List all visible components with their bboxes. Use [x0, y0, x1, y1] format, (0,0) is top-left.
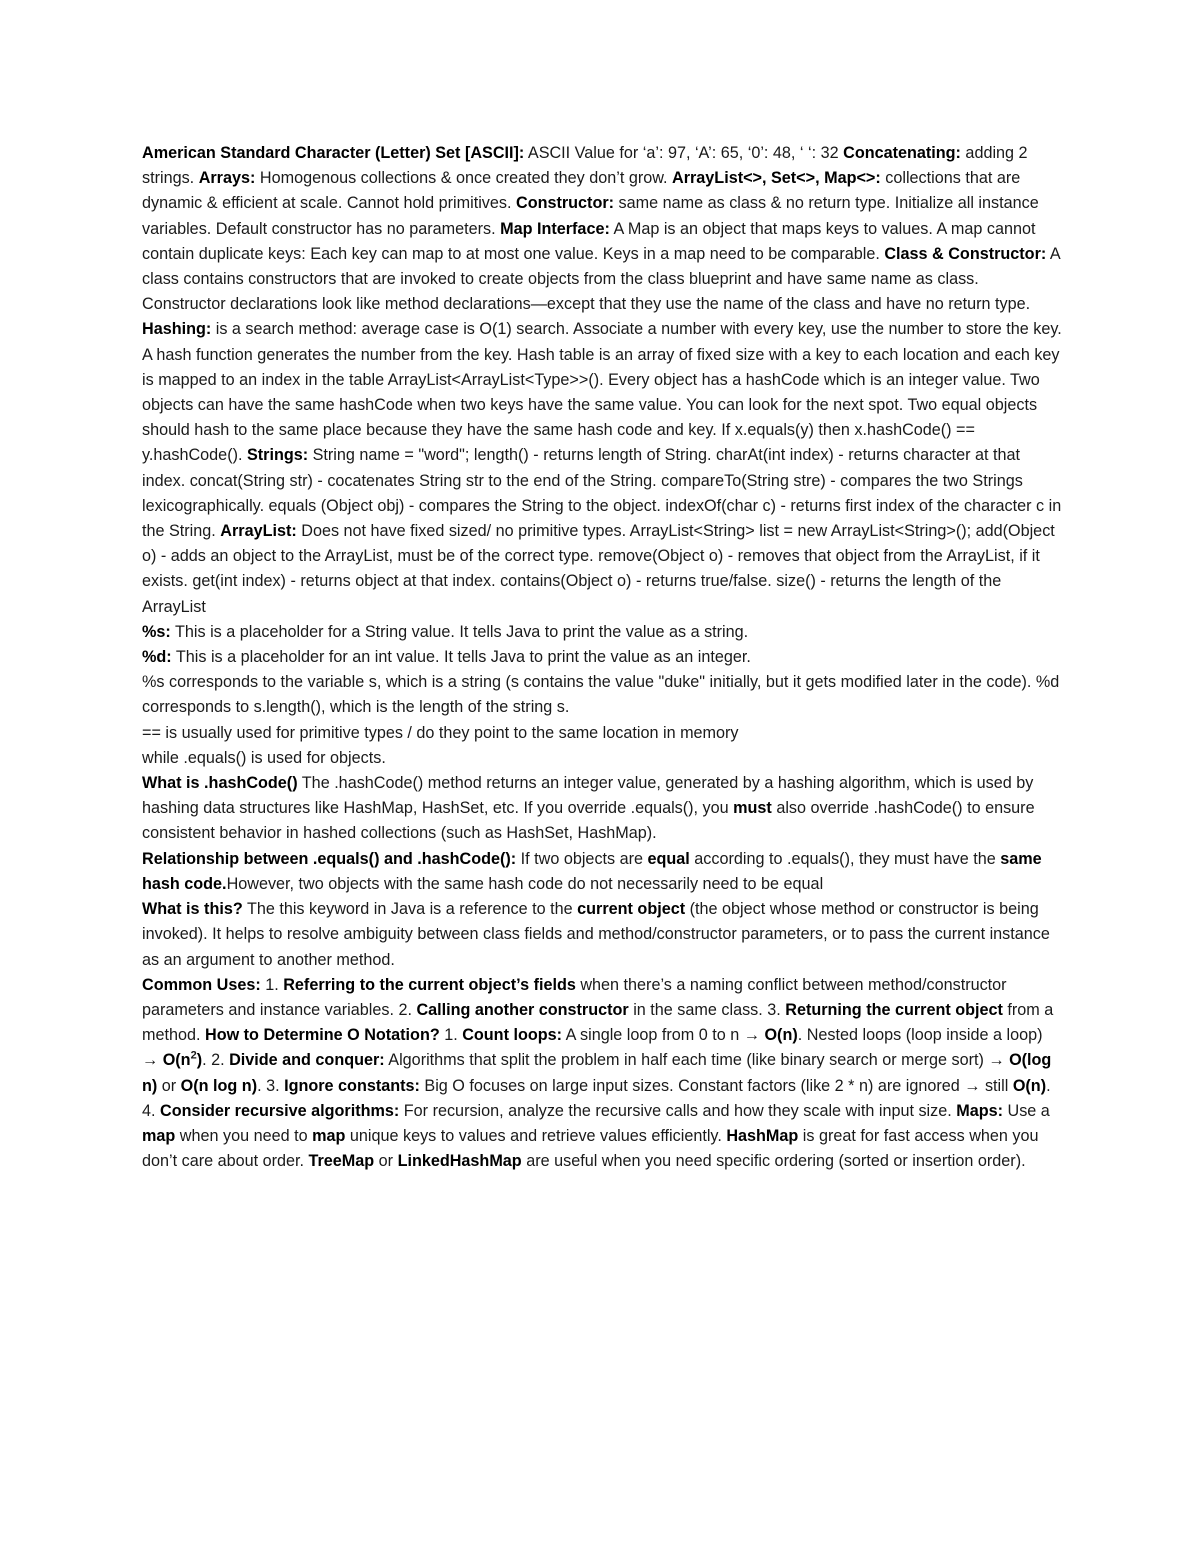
paragraph [142, 645, 1062, 670]
bold-term: Common Uses: [142, 975, 261, 994]
paragraph [142, 847, 1062, 897]
text-run: If two objects are [516, 849, 648, 868]
bold-term: equal [647, 849, 690, 868]
paragraph [142, 771, 1062, 847]
bold-term: Constructor: [516, 194, 615, 213]
text-run: A single loop from 0 to n → [562, 1026, 765, 1045]
bold-term: HashMap [726, 1126, 799, 1145]
text-run: Homogenous collections & once created they don’t grow. [255, 169, 673, 188]
paragraph [142, 721, 1062, 746]
bold-term: %d: [142, 648, 172, 667]
text-run: . Nested loops (loop inside a loop) → [142, 1026, 1043, 1070]
text-run: (the object whose method or constructor is being invoked). It helps to resolve ambiguity between class fields and method/constructor parameters, or to pass the current instance as an argument to another method. [142, 900, 1050, 969]
text-run: String name = "word"; length() - returns length of String. charAt(int index) - returns character at that index. concat(String str) - cocatenates String str to the end of the String. compareTo(String stre) - compares the two Strings lexicographically. equals (Object obj) - compares the String to the object. indexOf(char c) - returns first index of the character c in the String. [142, 446, 1062, 541]
bold-term: Count loops: [462, 1026, 563, 1045]
text-run: Big O focuses on large input sizes. Constant factors (like 2 * n) are ignored → still [419, 1076, 1013, 1095]
bold-term: same hash code. [142, 849, 1042, 893]
paragraph [142, 973, 1062, 1175]
bold-term: map [142, 1126, 176, 1145]
bold-term: ArrayList: [220, 522, 297, 541]
bold-term: Divide and conquer: [229, 1051, 385, 1070]
bold-term: Returning the current object [785, 1000, 1003, 1019]
bold-term: ) [196, 1051, 203, 1070]
text-run: This is a placeholder for an int value. It tells Java to print the value as an integer. [171, 648, 751, 667]
text-run: 1. [439, 1026, 463, 1045]
text-run: unique keys to values and retrieve values efficiently. [345, 1126, 727, 1145]
bold-term: O(log n) [142, 1051, 1052, 1095]
bold-term: Strings: [246, 446, 309, 465]
text-run: according to .equals(), they must have the [689, 849, 1001, 868]
bold-term: O(n [162, 1051, 191, 1070]
bold-term: Map Interface: [500, 219, 610, 238]
bold-term: %s: [142, 622, 171, 641]
text-run: . 4. [142, 1076, 1051, 1120]
bold-term: TreeMap [308, 1152, 375, 1171]
bold-term: Concatenating: [843, 144, 961, 162]
bold-term: O(n) [764, 1026, 798, 1045]
text-run: same name as class & no return type. Initialize all instance variables. Default constructor has no parameters. [142, 194, 1039, 238]
bold-term: American Standard Character (Letter) Set [ASCII]: [142, 144, 525, 162]
bold-term: Class & Constructor: [884, 244, 1047, 263]
paragraph [142, 897, 1062, 973]
text-run: is great for fast access when you don’t care about order. [142, 1126, 1039, 1171]
bold-term: LinkedHashMap [397, 1152, 522, 1171]
text-run: ASCII Value for ‘a’: 97, ‘A’: 65, ‘0’: 48, ‘ ‘: 32 [524, 144, 844, 162]
text-run: when you need to [175, 1126, 313, 1145]
bold-term: What is .hashCode() [142, 774, 298, 793]
text-run: 1. [260, 975, 284, 994]
text-run: . 2. [202, 1051, 230, 1070]
bold-term: map [312, 1126, 346, 1145]
text-run: while .equals() is used for objects. [142, 748, 386, 767]
bold-term: O(n log n) [180, 1076, 258, 1095]
paragraph [142, 620, 1062, 645]
text-run: also override .hashCode() to ensure consistent behavior in hashed collections (such as HashSet, HashMap). [142, 799, 1035, 843]
bold-term: Relationship between .equals() and .hashCode(): [142, 849, 517, 868]
text-run: A class contains constructors that are invoked to create objects from the class blueprint and have same name as class. Constructor declarations look like method declarations—except that they use the name of the class and have no return type. [142, 244, 1060, 314]
text-run: Algorithms that split the problem in half each time (like binary search or merge sort) → [384, 1051, 1010, 1070]
text-run: However, two objects with the same hash code do not necessarily need to be equal [226, 874, 824, 893]
bold-term: Arrays: [198, 169, 256, 188]
bold-term: O(n) [1012, 1076, 1047, 1095]
bold-term: must [733, 799, 772, 818]
text-run: This is a placeholder for a String value. It tells Java to print the value as a string. [170, 622, 749, 641]
bold-term: Calling another constructor [416, 1000, 629, 1019]
text-run: A Map is an object that maps keys to values. A map cannot contain duplicate keys: Each key can map to at most one value. Keys in a map need to be comparable. [142, 219, 1036, 263]
text-run: For recursion, analyze the recursive calls and how they scale with input size. [399, 1101, 957, 1120]
text-run: when there’s a naming conflict between method/constructor parameters and instance variables. 2. [142, 975, 1007, 1019]
bold-term: Hashing: [142, 320, 212, 339]
bold-term: What is this? [142, 900, 243, 919]
text-run: in the same class. 3. [628, 1000, 786, 1019]
paragraph [142, 670, 1062, 720]
bold-term: 2 [190, 1049, 197, 1062]
paragraph [142, 746, 1062, 771]
text-run: == is usually used for primitive types / do they point to the same location in memory [142, 723, 739, 742]
bold-term: ArrayList<>, Set<>, Map<>: [672, 169, 881, 188]
text-run: or [157, 1076, 181, 1095]
text-run: The this keyword in Java is a reference to the [242, 900, 578, 919]
bold-term: Maps: [956, 1101, 1004, 1120]
text-run: adding 2 strings. [142, 144, 1028, 188]
text-run: Use a [1003, 1101, 1050, 1120]
bold-term: current object [577, 900, 686, 919]
text-run: The .hashCode() method returns an integer value, generated by a hashing algorithm, which is used by hashing data structures like HashMap, HashSet, etc. If you override .equals(), you [142, 774, 1034, 818]
document-page [142, 141, 1062, 1174]
paragraph [142, 141, 1062, 620]
text-run: collections that are dynamic & efficient at scale. Cannot hold primitives. [142, 169, 1021, 213]
text-run: from a method. [142, 1000, 1054, 1045]
bold-term: Referring to the current object’s fields [283, 975, 576, 994]
bold-term: Consider recursive algorithms: [160, 1101, 400, 1120]
text-run: %s corresponds to the variable s, which is a string (s contains the value "duke" initially, but it gets modified later in the code). %d corresponds to s.length(), which is the length of the string s. [142, 673, 1060, 717]
text-run: or [374, 1152, 398, 1171]
text-run: Does not have fixed sized/ no primitive types. ArrayList<String> list = new ArrayList<String>(); add(Object o) - adds an object to the ArrayList, must be of the correct type. remove(Object o) - removes that object from the ArrayList, if it exists. get(int index) - returns object at that index. contains(Object o) - returns true/false. size() - returns the length of the ArrayList [142, 522, 1055, 616]
bold-term: How to Determine O Notation? [205, 1026, 440, 1045]
text-run: is a search method: average case is O(1) search. Associate a number with every key, use the number to store the key. A hash function generates the number from the key. Hash table is an array of fixed size with a key to each location and each key is mapped to an index in the table ArrayList<ArrayList<Type>>(). Every object has a hashCode which is an integer value. Two objects can have the same hashCode when two keys have the same value. You can look for the next spot. Two equal objects should hash to the same place because they have the same hash code and key. If x.equals(y) then x.hashCode() == y.hashCode(). [142, 320, 1062, 465]
text-run: are useful when you need specific ordering (sorted or insertion order). [521, 1152, 1026, 1171]
text-run: . 3. [257, 1076, 285, 1095]
bold-term: Ignore constants: [284, 1076, 420, 1095]
